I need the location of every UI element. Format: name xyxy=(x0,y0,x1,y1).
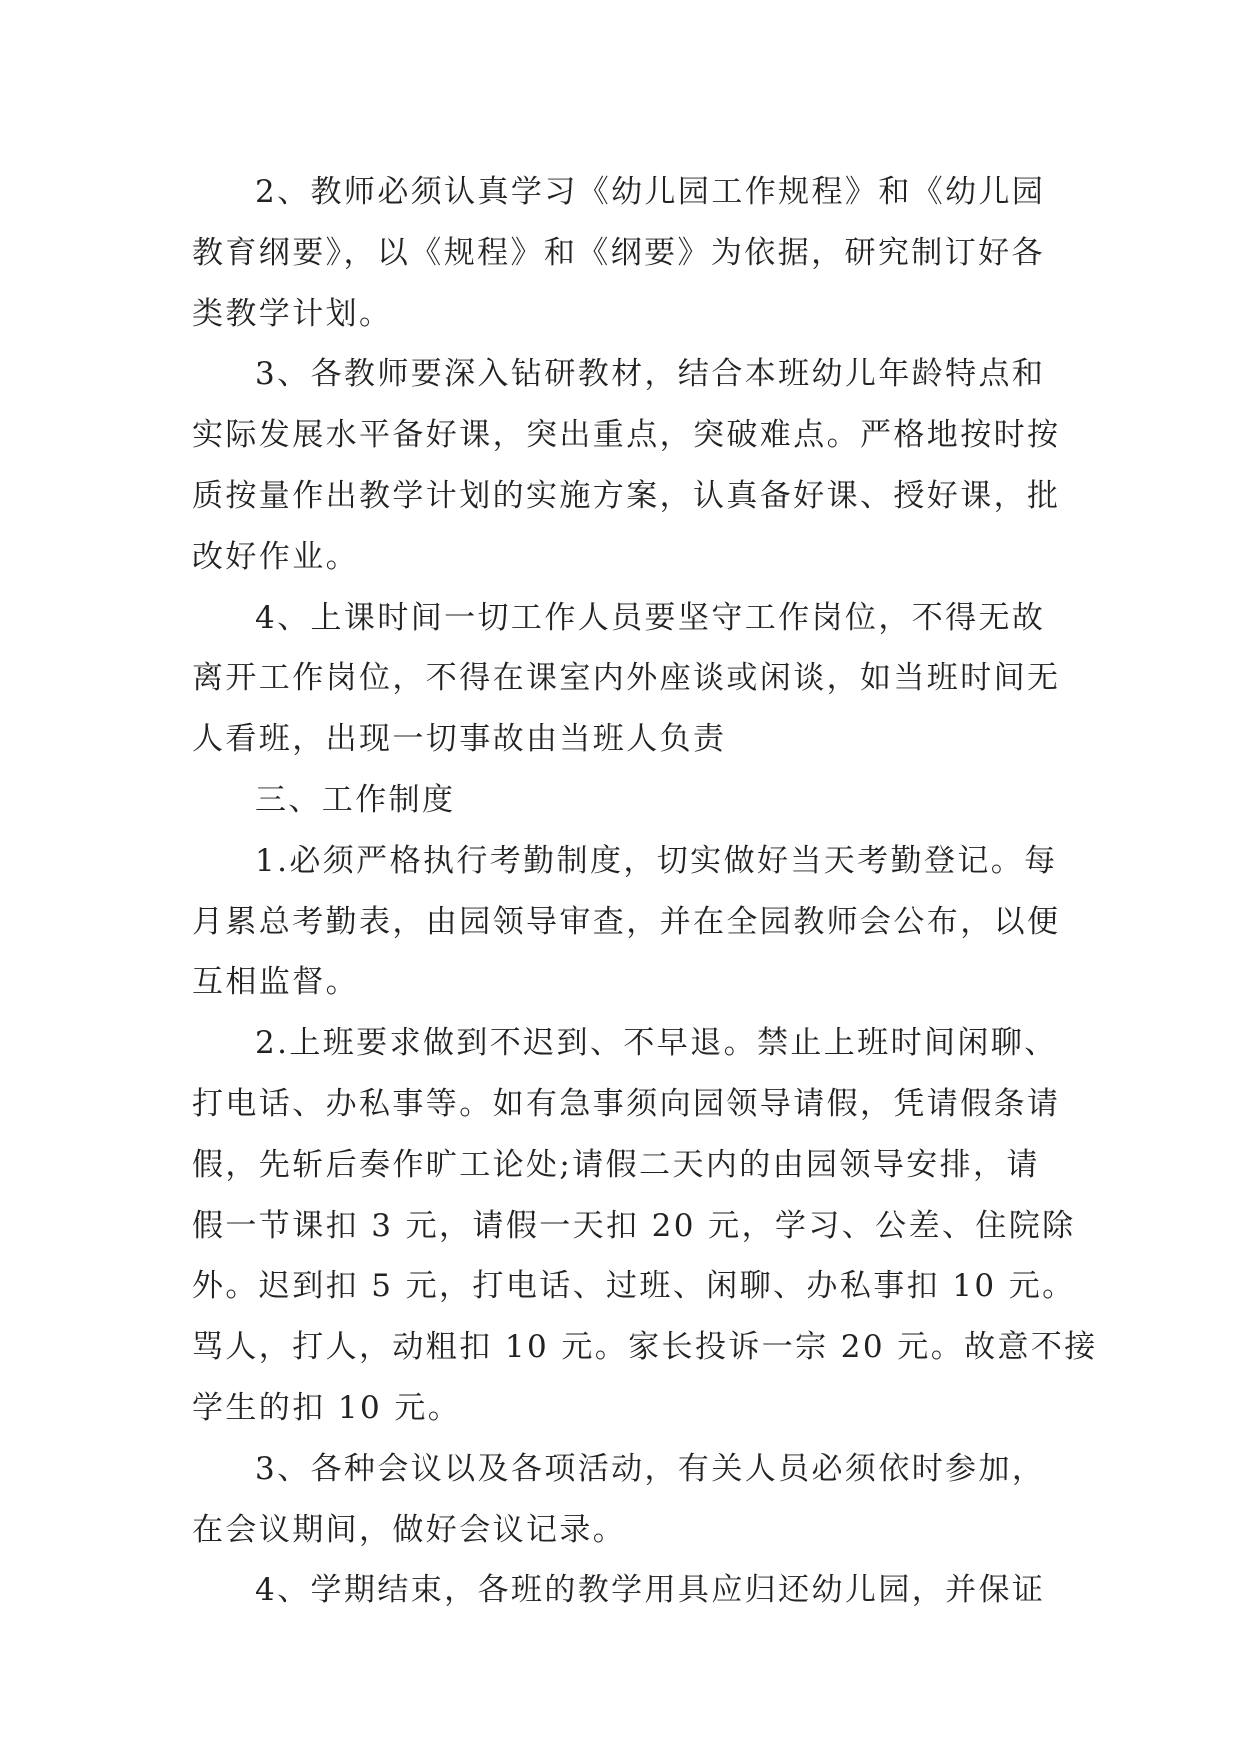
section-heading: 三、工作制度 xyxy=(255,781,456,818)
text-line: 骂人，打人，动粗扣 10 元。家长投诉一宗 20 元。故意不接 xyxy=(192,1329,1098,1366)
text-line: 在会议期间，做好会议记录。 xyxy=(192,1511,627,1548)
text-line: 类教学计划。 xyxy=(192,295,393,332)
text-line: 假，先斩后奏作旷工论处;请假二天内的由园领导安排，请 xyxy=(192,1146,1040,1183)
text-line: 3、各种会议以及各项活动，有关人员必须依时参加， xyxy=(255,1450,1046,1487)
text-line: 2、教师必须认真学习《幼儿园工作规程》和《幼儿园 xyxy=(255,174,1046,210)
text-line: 假一节课扣 3 元，请假一天扣 20 元，学习、公差、住院除 xyxy=(192,1207,1076,1244)
text-line: 实际发展水平备好课，突出重点，突破难点。严格地按时按 xyxy=(192,417,1061,454)
text-line: 互相监督。 xyxy=(192,964,359,1001)
text-line: 改好作业。 xyxy=(192,538,359,575)
text-line: 4、学期结束，各班的教学用具应归还幼儿园，并保证 xyxy=(255,1572,1046,1609)
text-line: 1.必须严格执行考勤制度，切实做好当天考勤登记。每 xyxy=(255,842,1058,879)
text-line: 质按量作出教学计划的实施方案，认真备好课、授好课，批 xyxy=(192,477,1061,514)
text-line: 2.上班要求做到不迟到、不早退。禁止上班时间闲聊、 xyxy=(255,1025,1058,1062)
text-line: 3、各教师要深入钻研教材，结合本班幼儿年龄特点和 xyxy=(255,356,1046,393)
text-line: 4、上课时间一切工作人员要坚守工作岗位，不得无故 xyxy=(255,599,1046,636)
text-line: 打电话、办私事等。如有急事须向园领导请假，凭请假条请 xyxy=(192,1085,1061,1122)
text-line: 学生的扣 10 元。 xyxy=(192,1389,462,1426)
text-line: 离开工作岗位，不得在课室内外座谈或闲谈，如当班时间无 xyxy=(192,660,1061,697)
document-body xyxy=(192,162,1098,1621)
text-line: 人看班，出现一切事故由当班人负责 xyxy=(192,721,727,758)
text-line: 月累总考勤表，由园领导审查，并在全园教师会公布，以便 xyxy=(192,903,1061,940)
text-line: 教育纲要》，以《规程》和《纲要》为依据，研究制订好各 xyxy=(192,234,1045,271)
text-line: 外。迟到扣 5 元，打电话、过班、闲聊、办私事扣 10 元。 xyxy=(192,1268,1076,1305)
